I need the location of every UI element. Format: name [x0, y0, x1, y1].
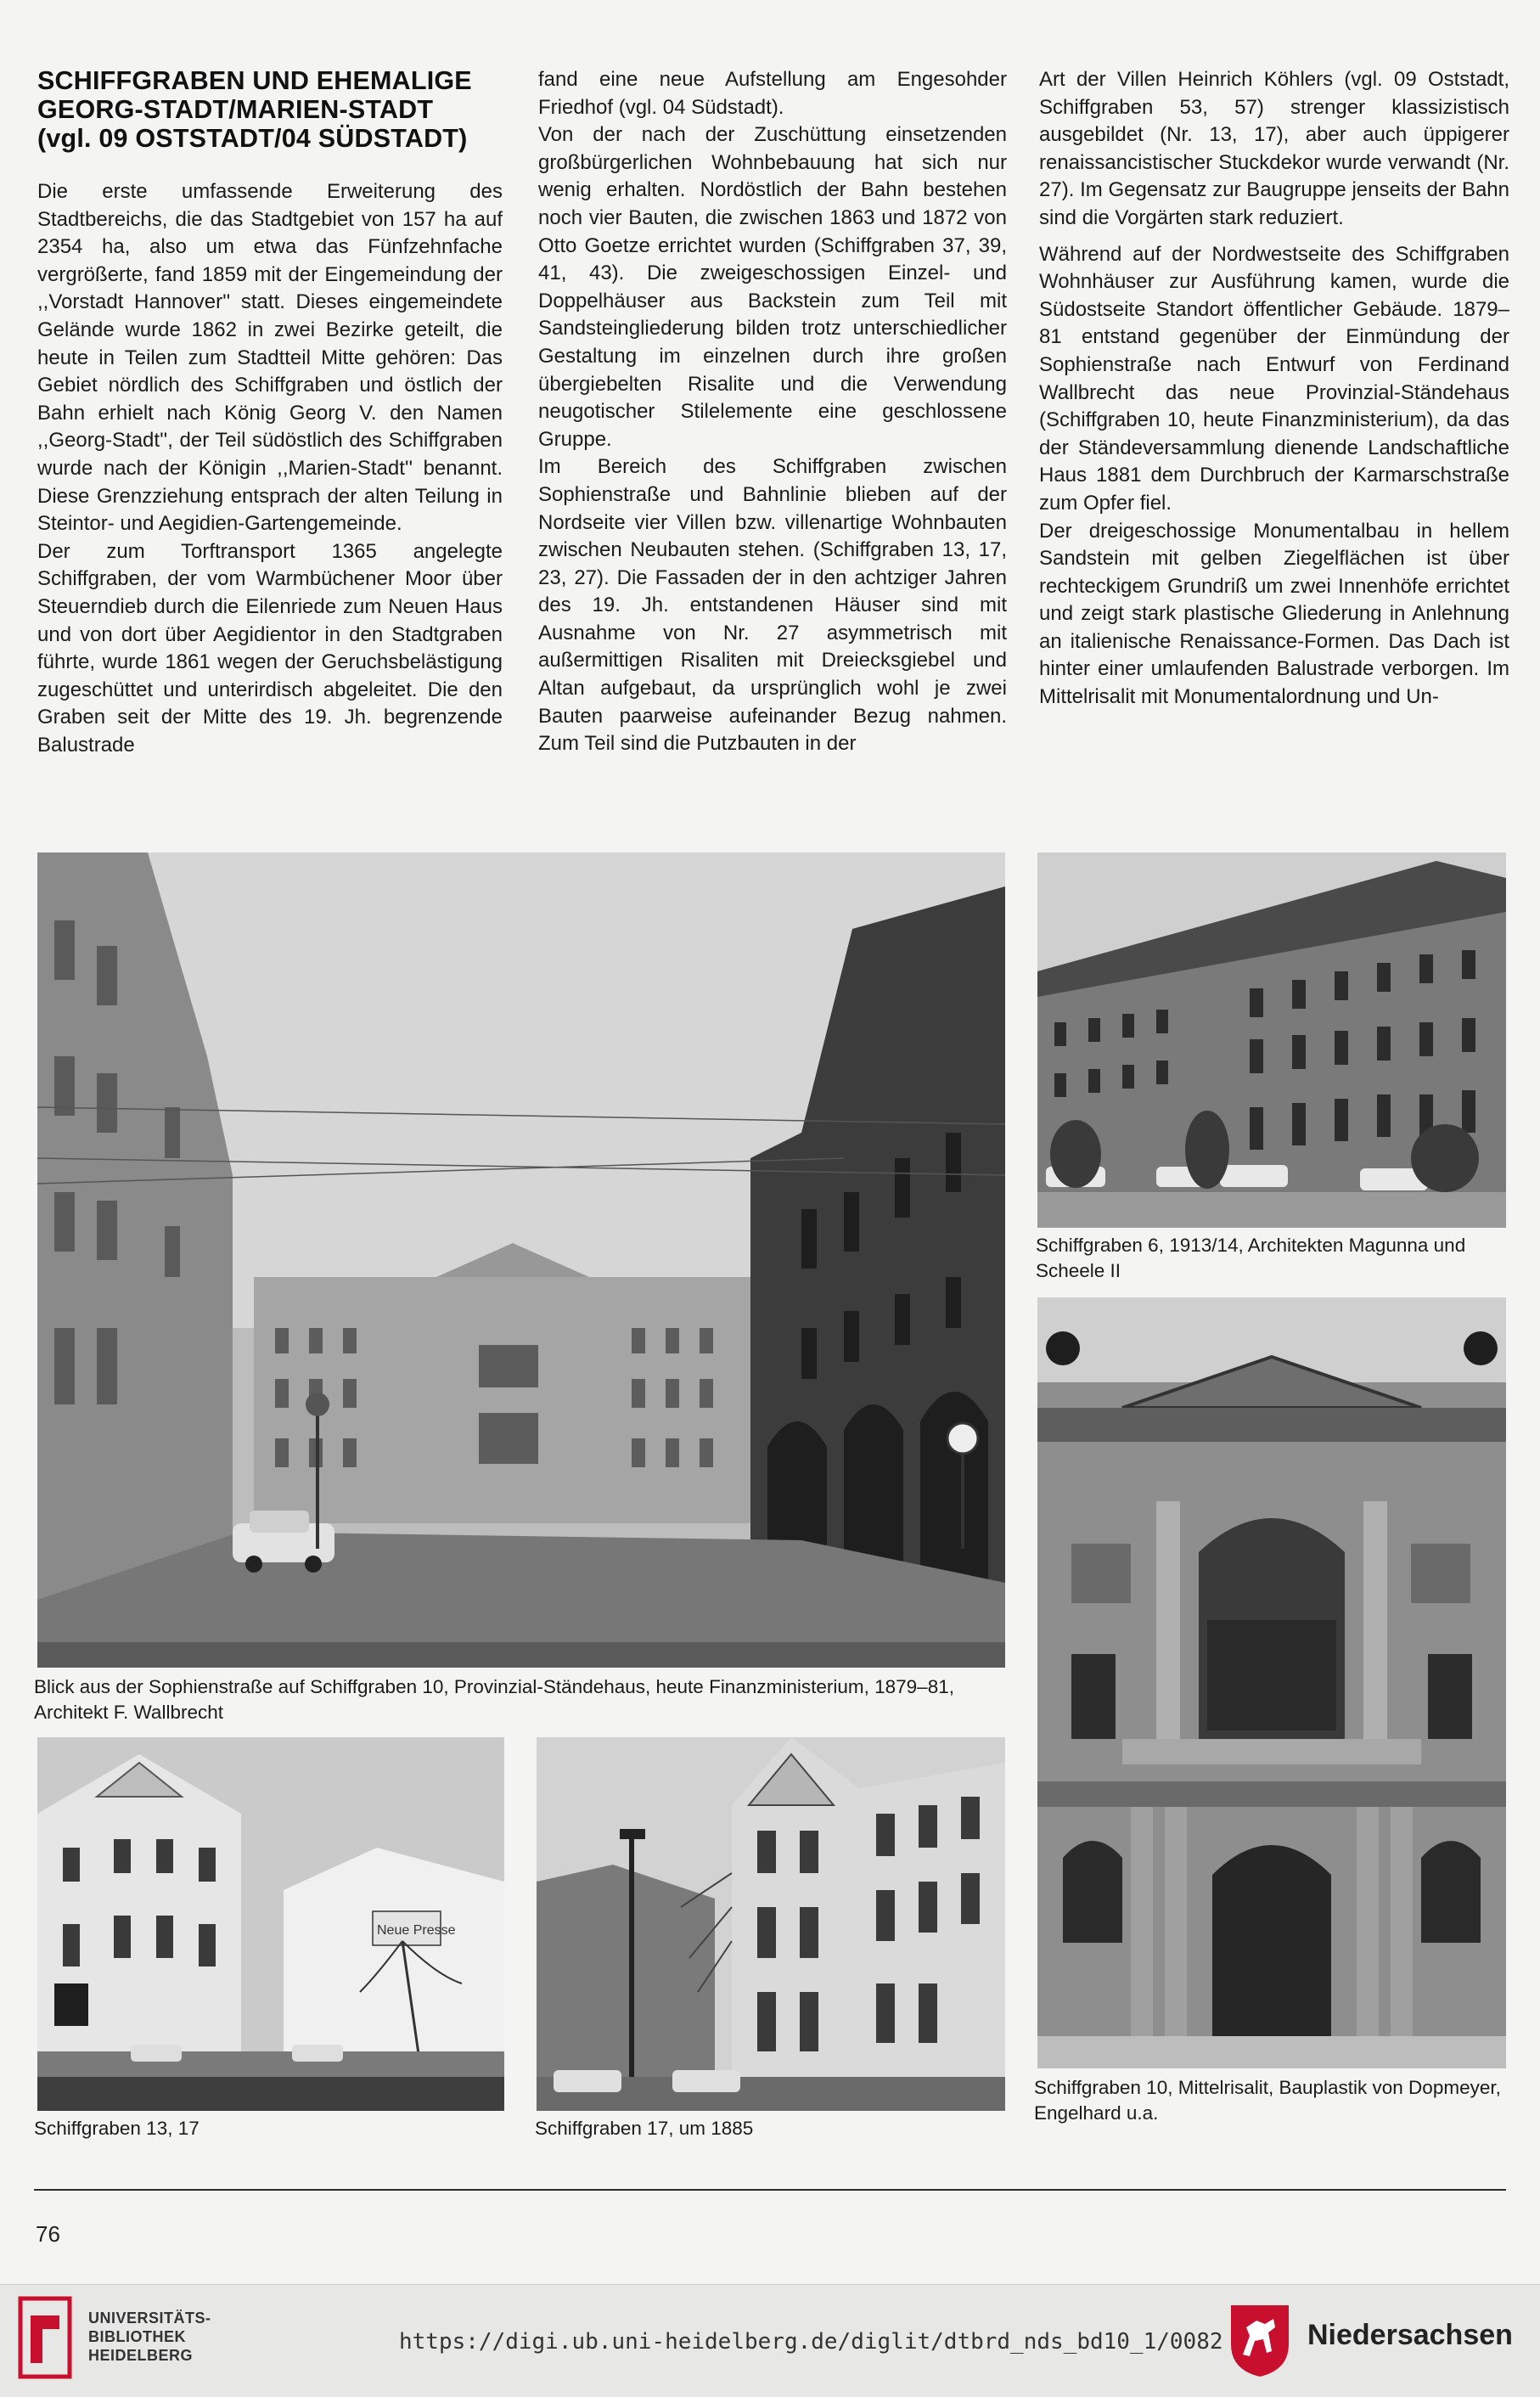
text-column-3: [1039, 66, 1509, 712]
caption-mittelrisalit: Schiffgraben 10, Mittelrisalit, Bauplastik von Dopmeyer, Engelhard u.a.: [1034, 2077, 1501, 2124]
paragraph: Im Bereich des Schiffgraben zwischen Sophienstraße und Bahnlinie blieben auf der Nordseite vier Villen bzw. villenartige Wohnbauten zwischen Neubauten stehen. (Schiffgraben 13, 17, 23, 27). Die Fassaden der in den achtziger Jahren des 19. Jh. entstandenen Häuser sind mit Ausnahme von Nr. 27 asymmetrisch mit außermittigen Risaliten mit Dreiecksgiebel und Altan aufgebaut, da ursprünglich wohl je zwei Bauten paarweise aufeinander Bezug nahmen. Zum Teil sind die Putzbauten in der: [538, 455, 1007, 756]
photo-mittelrisalit: [1037, 1297, 1506, 2068]
heading-line-2: GEORG-STADT/MARIEN-STADT: [37, 95, 434, 124]
library-name: UNIVERSITÄTS- BIBLIOTHEK HEIDELBERG: [88, 2310, 211, 2364]
paragraph: Art der Villen Heinrich Köhlers (vgl. 09 Oststadt, Schiffgraben 53, 57) strenger klassizistisch ausgebildet (Nr. 13, 17), aber auch üppigerer renaissancistischer Stuckdekor wurde verwandt (Nr. 27). Im Gegensatz zur Baugruppe jenseits der Bahn sind die Vorgärten stark reduziert.: [1039, 68, 1509, 229]
heading-line-3: (vgl. 09 OSTSTADT/04 SÜDSTADT): [37, 124, 468, 153]
heading-line-1: SCHIFFGRABEN UND EHEMALIGE: [37, 66, 472, 95]
document-url-link[interactable]: https://digi.ub.uni-heidelberg.de/diglit/dtbrd_nds_bd10_1/0082: [399, 2329, 1223, 2355]
caption-street-view: Blick aus der Sophienstraße auf Schiffgraben 10, Provinzial-Ständehaus, heute Finanzministerium, 1879–81, Architekt F. Wallbrecht: [34, 1676, 954, 1723]
section-heading: [37, 66, 513, 153]
photo-street-view: [37, 852, 1005, 1668]
university-logo-icon: [17, 2295, 73, 2380]
text-column-1: [37, 178, 503, 759]
paragraph: Während auf der Nordwestseite des Schiffgraben Wohnhäuser zur Ausführung kamen, wurde die Südostseite Standort öffentlicher Gebäude. 1879–81 entstand gegenüber der Einmündung der Sophienstraße nach Entwurf von Ferdinand Wallbrecht das neue Provinzial-Ständehaus (Schiffgraben 10, heute Finanzministerium), da das der Ständeversammlung dienende Landschaftliche Haus 1881 dem Durchbruch der Karmarschstraße zum Opfer fiel.: [1039, 242, 1509, 515]
paragraph: Der dreigeschossige Monumentalbau in hellem Sandstein mit gelben Ziegelflächen ist über rechteckigem Grundriß um zwei Innenhöfe errichtet und zeigt stark plastische Gliederung in Anlehnung an italienische Renaissance-Formen. Das Dach ist hinter einer umlaufenden Balustrade verborgen. Im Mittelrisalit mit Monumentalordnung und Un-: [1039, 519, 1509, 709]
paragraph: Der zum Torftransport 1365 angelegte Schiffgraben, der vom Warmbüchener Moor über Steuerndieb durch die Eilenriede zum Neuen Haus und von dort über Aegidientor in den Stadtgraben führte, wurde 1861 wegen der Geruchsbelästigung zugeschüttet und unterirdisch abgeleitet. Die den Graben seit der Mitte des 19. Jh. begrenzende Balustrade: [37, 539, 503, 757]
paragraph: fand eine neue Aufstellung am Engesohder Friedhof (vgl. 04 Südstadt).: [538, 68, 1007, 119]
viewer-footer: [0, 2284, 1540, 2397]
niedersachsen-horse-icon: [1228, 2302, 1292, 2378]
state-name: Niedersachsen: [1307, 2319, 1513, 2351]
page-number: 76: [36, 2221, 60, 2247]
paragraph: Die erste umfassende Erweiterung des Stadtbereichs, die das Stadtgebiet von 157 ha auf 2354 ha, also um etwa das Fünfzehnfache vergrößerte, fand 1859 mit der Eingemeindung der ,,Vorstadt Hannover'' statt. Dieses eingemeindete Gelände wurde 1862 in zwei Bezirke geteilt, die heute in Teilen zum Stadtteil Mitte gehören: Das Gebiet nördlich des Schiffgraben und östlich der Bahn erhielt nach König Georg V. den Namen ,,Georg-Stadt'', der Teil südöstlich des Schiffgraben wurde nach der Königin ,,Marien-Stadt'' benannt. Diese Grenzziehung entsprach der alten Teilung in Steintor- und Aegidien-Gartengemeinde.: [37, 180, 503, 536]
photo-schiffgraben-17: [537, 1737, 1005, 2111]
photo-schiffgraben-13-17: [37, 1737, 504, 2111]
caption-schiffgraben-17: Schiffgraben 17, um 1885: [535, 2118, 754, 2139]
photo-schiffgraben-6: [1037, 852, 1506, 1228]
caption-schiffgraben-13-17: Schiffgraben 13, 17: [34, 2118, 200, 2139]
text-column-2: [538, 66, 1007, 758]
paragraph: Von der nach der Zuschüttung einsetzenden großbürgerlichen Wohnbebauung hat sich nur wenig erhalten. Nordöstlich der Bahn bestehen noch vier Bauten, die zwischen 1863 und 1872 von Otto Goetze errichtet wurden (Schiffgraben 37, 39, 41, 43). Die zweigeschossigen Einzel- und Doppelhäuser aus Backstein zum Teil mit Sandsteingliederung bilden trotz unterschiedlicher Gestaltung im einzelnen durch ihre großen übergiebelten Risalite und die Verwendung neugotischer Stilelemente eine geschlossene Gruppe.: [538, 123, 1007, 451]
sign-text: Neue Presse: [377, 1923, 456, 1938]
bottom-rule: [34, 2189, 1506, 2191]
caption-schiffgraben-6: Schiffgraben 6, 1913/14, Architekten Magunna und Scheele II: [1036, 1235, 1466, 1281]
